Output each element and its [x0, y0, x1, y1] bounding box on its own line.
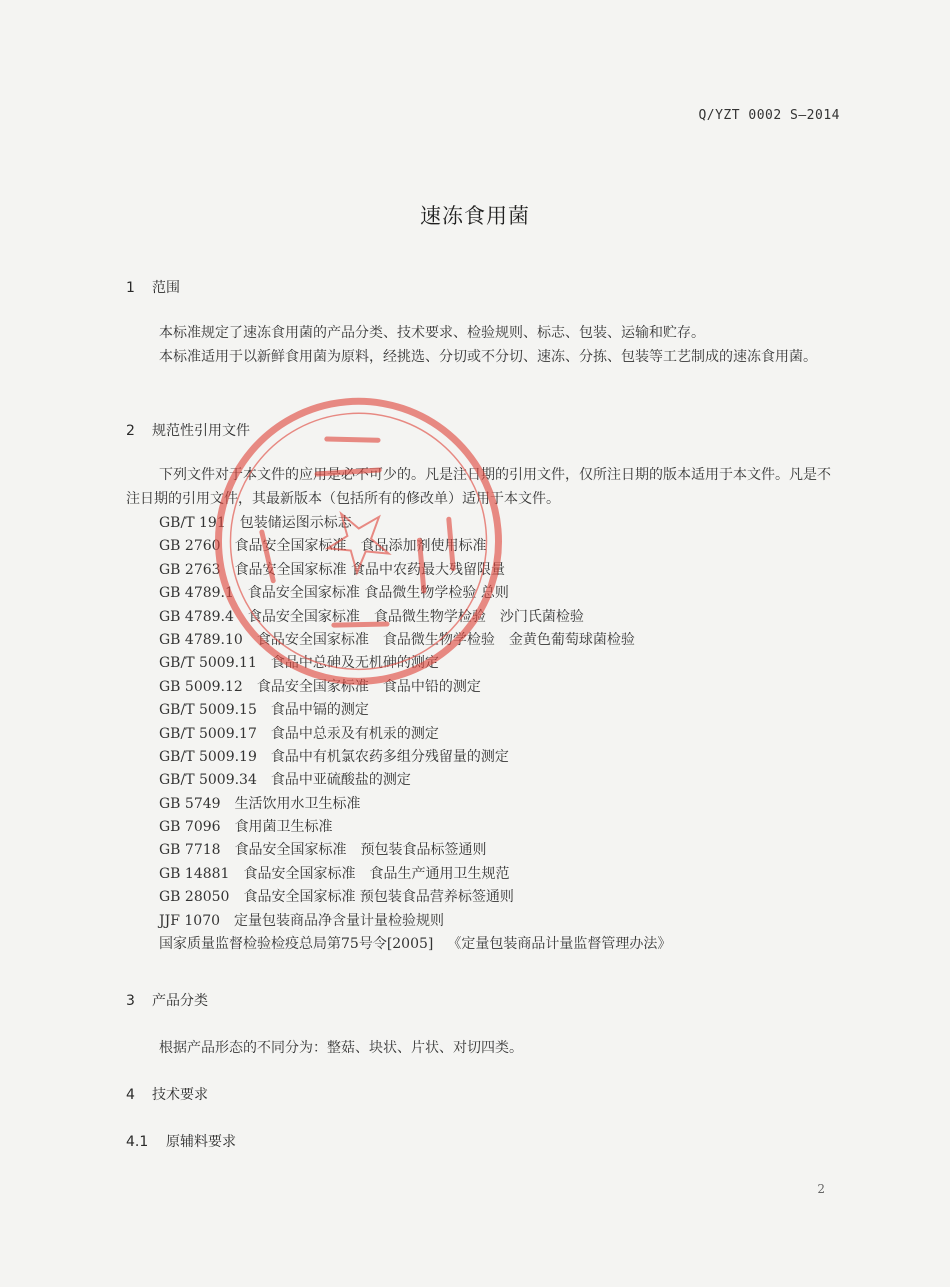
section-2-heading	[126, 420, 250, 440]
reference-code: 国家质量监督检验检疫总局第75号令[2005]	[159, 936, 434, 953]
reference-name: 食品安全国家标准 食品中农药最大残留限量	[234, 561, 506, 578]
reference-code: GB 4789.10	[159, 631, 243, 648]
reference-code: GB/T 5009.11	[159, 655, 257, 672]
reference-name: 食品安全国家标准 食品微生物学检验 总则	[247, 585, 509, 602]
reference-name: 《定量包装商品计量监督管理办法》	[447, 936, 672, 953]
section-2-intro: 下列文件对于本文件的应用是必不可少的。凡是注日期的引用文件，仅所注日期的版本适用于本文件。凡是不注日期的引用文件，其最新版本（包括所有的修改单）适用于本文件。	[126, 467, 831, 507]
reference-code: GB 5009.12	[159, 678, 243, 695]
document-title: 速冻食用菌	[420, 204, 530, 228]
reference-name: 食品中镉的测定	[270, 702, 369, 719]
reference-item	[159, 886, 671, 909]
reference-item	[159, 512, 671, 535]
reference-item	[159, 910, 671, 933]
section-3-heading	[126, 990, 208, 1010]
reference-code: GB 5749	[159, 795, 221, 812]
reference-item	[159, 606, 671, 629]
reference-name: 食品安全国家标准 食品生产通用卫生规范	[243, 865, 510, 882]
reference-item	[159, 816, 671, 839]
reference-item	[159, 582, 671, 605]
reference-code: GB/T 191	[159, 515, 226, 531]
section-title: 产品分类	[152, 993, 208, 1009]
reference-code: GB 14881	[159, 865, 230, 882]
reference-item	[159, 535, 671, 558]
section-1-paragraph-1: 本标准规定了速冻食用菌的产品分类、技术要求、检验规则、标志、包装、运输和贮存。	[159, 325, 705, 341]
section-4-heading	[126, 1084, 208, 1104]
section-4-1-heading	[126, 1131, 236, 1151]
reference-item	[159, 699, 671, 722]
reference-name: 食品安全国家标准 预包装食品标签通则	[234, 842, 487, 859]
page-number: 2	[817, 1182, 825, 1196]
section-number: 3	[126, 993, 135, 1009]
section-title: 范围	[152, 280, 180, 296]
reference-name: 定量包装商品净含量计量检验规则	[234, 912, 445, 929]
section-title: 原辅料要求	[166, 1134, 236, 1150]
reference-code: GB 28050	[159, 889, 230, 906]
reference-code: GB/T 5009.34	[159, 772, 257, 789]
reference-name: 食品安全国家标准 预包装食品营养标签通则	[243, 889, 514, 906]
reference-code: GB/T 5009.19	[159, 748, 257, 765]
section-1-heading	[126, 277, 180, 297]
section-3-paragraph: 根据产品形态的不同分为：整菇、块状、片状、对切四类。	[159, 1040, 523, 1056]
reference-name: 食品中总汞及有机汞的测定	[270, 725, 439, 742]
reference-name: 生活饮用水卫生标准	[234, 795, 361, 812]
section-number: 4	[126, 1087, 135, 1103]
section-1-paragraph-2: 本标准适用于以新鲜食用菌为原料，经挑选、分切或不分切、速冻、分拣、包装等工艺制成的速冻食用菌。	[159, 349, 817, 365]
reference-item	[159, 839, 671, 862]
reference-name: 食品安全国家标准 食品中铅的测定	[256, 678, 481, 695]
reference-item	[159, 769, 671, 792]
reference-code: GB 7096	[159, 819, 221, 836]
reference-name: 食品中亚硫酸盐的测定	[270, 772, 411, 789]
section-title: 规范性引用文件	[152, 423, 250, 439]
reference-code: GB/T 5009.15	[159, 702, 257, 719]
reference-name: 包装储运图示标志	[239, 515, 352, 531]
reference-code: GB 7718	[159, 842, 221, 859]
reference-code: GB 4789.4	[159, 608, 234, 625]
reference-name: 食用菌卫生标准	[234, 819, 333, 836]
reference-item	[159, 933, 671, 956]
reference-item	[159, 629, 671, 652]
reference-item	[159, 746, 671, 769]
reference-code: GB 2763	[159, 561, 221, 578]
reference-item	[159, 559, 671, 582]
reference-name: 食品中总砷及无机砷的测定	[270, 655, 439, 672]
reference-item	[159, 793, 671, 816]
reference-item	[159, 676, 671, 699]
reference-list	[159, 512, 671, 956]
reference-item	[159, 652, 671, 675]
section-number: 2	[126, 423, 135, 439]
reference-name: 食品安全国家标准 食品添加剂使用标准	[234, 538, 487, 555]
standard-code: Q/YZT 0002 S—2014	[698, 108, 840, 123]
section-title: 技术要求	[152, 1087, 208, 1103]
reference-name: 食品安全国家标准 食品微生物学检验 金黄色葡萄球菌检验	[256, 631, 635, 648]
reference-code: JJF 1070	[159, 912, 221, 929]
reference-name: 食品中有机氯农药多组分残留量的测定	[270, 748, 509, 765]
section-number: 1	[126, 280, 135, 296]
reference-item	[159, 863, 671, 886]
section-number: 4.1	[126, 1134, 149, 1150]
reference-code: GB 4789.1	[159, 585, 234, 602]
reference-item	[159, 723, 671, 746]
reference-code: GB 2760	[159, 538, 221, 555]
reference-name: 食品安全国家标准 食品微生物学检验 沙门氏菌检验	[247, 608, 584, 625]
reference-code: GB/T 5009.17	[159, 725, 257, 742]
